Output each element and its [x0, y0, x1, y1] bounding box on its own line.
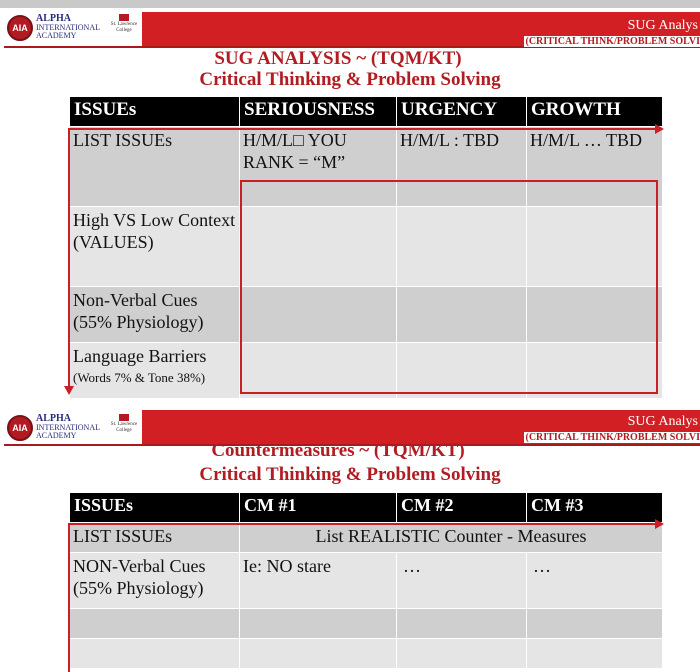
- table-cell: NON-Verbal Cues (55% Physiology): [70, 553, 240, 609]
- academy-logo-icon: AIA: [7, 15, 33, 41]
- table-header-row: [70, 493, 663, 523]
- page-title: SUG ANALYSIS ~ (TQM/KT): [214, 48, 462, 69]
- column-header: GROWTH: [527, 97, 663, 127]
- page-subtitle: Critical Thinking & Problem Solving: [199, 69, 501, 90]
- brand-title: SUG Analys: [627, 18, 698, 33]
- header-logos: [4, 10, 142, 44]
- college-logo: St. Lawrence College: [108, 14, 140, 34]
- table-cell: [397, 639, 527, 669]
- red-highlight-box: [240, 180, 658, 394]
- table-cell: LIST ISSUEs: [70, 523, 240, 553]
- table-cell: [240, 639, 397, 669]
- college-crest-icon: [119, 414, 129, 421]
- table-cell: …: [397, 553, 527, 609]
- table-cell: [397, 609, 527, 639]
- page-title: Countermeasures ~ (TQM/KT): [211, 440, 465, 461]
- table-cell: H/M/L : TBD: [397, 127, 527, 207]
- arrow-head-right-icon: [655, 124, 664, 134]
- column-header: URGENCY: [397, 97, 527, 127]
- table-header-row: [70, 97, 663, 127]
- column-header: CM #2: [397, 493, 527, 523]
- column-header: CM #3: [527, 493, 663, 523]
- table-cell: H/M/L□ YOU RANK = “M”: [240, 127, 397, 207]
- table-row: [70, 609, 663, 639]
- red-arrow-vertical: [68, 128, 70, 386]
- table-cell: [240, 609, 397, 639]
- table-cell: [70, 343, 240, 399]
- college-logo: St. Lawrence College: [108, 414, 140, 434]
- table-cell: LIST ISSUEs: [70, 127, 240, 207]
- arrow-head-down-icon: [64, 386, 74, 395]
- top-gray-band: [0, 0, 700, 8]
- table-row: [70, 553, 663, 609]
- table-row: [70, 639, 663, 669]
- header-logos: [4, 410, 142, 444]
- table-cell: High VS Low Context (VALUES): [70, 207, 240, 287]
- table-cell: …: [527, 553, 663, 609]
- academy-name: ALPHA INTERNATIONAL ACADEMY: [36, 413, 100, 440]
- table-cell: Non-Verbal Cues (55% Physiology): [70, 287, 240, 343]
- column-header: ISSUEs: [70, 493, 240, 523]
- academy-logo-icon: AIA: [7, 415, 33, 441]
- page-subtitle: Critical Thinking & Problem Solving: [199, 464, 501, 485]
- table-cell: [70, 639, 240, 669]
- red-arrow-vertical: [68, 523, 70, 672]
- table-cell: List REALISTIC Counter - Measures: [240, 523, 663, 553]
- table-cell: H/M/L … TBD: [527, 127, 663, 207]
- table-cell: [527, 639, 663, 669]
- red-arrow-horizontal: [69, 523, 655, 525]
- academy-name: ALPHA INTERNATIONAL ACADEMY: [36, 13, 100, 40]
- table-row: [70, 523, 663, 553]
- arrow-head-right-icon: [655, 519, 664, 529]
- countermeasures-table: [69, 492, 663, 669]
- column-header: SERIOUSNESS: [240, 97, 397, 127]
- column-header: ISSUEs: [70, 97, 240, 127]
- table-cell: [70, 609, 240, 639]
- slide-countermeasures: [0, 408, 700, 672]
- table-cell: Ie: NO stare: [240, 553, 397, 609]
- table-cell: [527, 609, 663, 639]
- college-crest-icon: [119, 14, 129, 21]
- issue-label: Language Barriers: [73, 346, 207, 366]
- red-arrow-horizontal: [69, 128, 655, 130]
- brand-subtitle: (CRITICAL THINK/PROBLEM SOLVI: [525, 432, 700, 443]
- column-header: CM #1: [240, 493, 397, 523]
- brand-subtitle: (CRITICAL THINK/PROBLEM SOLVI: [525, 36, 700, 47]
- brand-title: SUG Analys: [627, 414, 698, 429]
- issue-note: (Words 7% & Tone 38%): [73, 370, 206, 385]
